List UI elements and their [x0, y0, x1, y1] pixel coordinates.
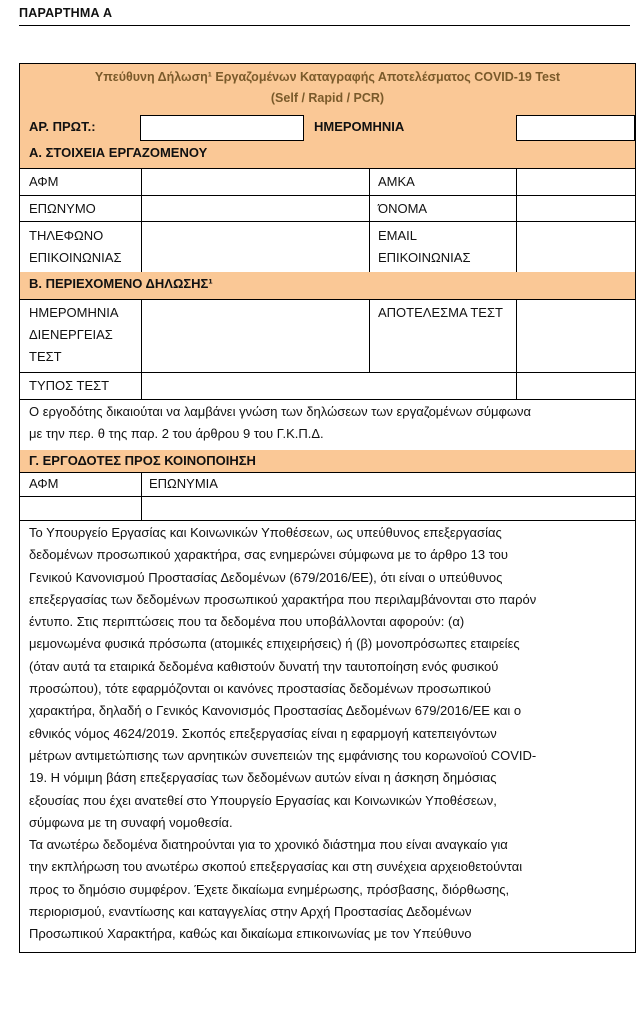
phone-label-line-2: ΕΠΙΚΟΙΝΩΝΙΑΣ	[29, 250, 122, 265]
afm-field[interactable]	[142, 169, 369, 195]
privacy-notice-line: Το Υπουργείο Εργασίας και Κοινωνικών Υποθέσεων, ως υπεύθυνος επεξεργασίας	[29, 525, 502, 540]
test-date-field[interactable]	[142, 300, 369, 372]
privacy-notice-line: μεμονωμένα φυσικά πρόσωπα (ατομικές επιχειρήσεις) ή (β) μονοπρόσωπες εταιρείες	[29, 636, 520, 652]
employer-note-line-2: με την περ. θ της παρ. 2 του άρθρου 9 του Γ.Κ.Π.Δ.	[29, 426, 324, 442]
privacy-notice-line: προσώπου), τότε εφαρμόζονται οι κανόνες προστασίας δεδομένων προσωπικού	[29, 681, 491, 697]
privacy-notice-line: (όταν αυτά τα εταιρικά δεδομένα καθιστούν δυνατή την ταυτοποίηση ενός φυσικού	[29, 658, 499, 674]
email-label-line-2: ΕΠΙΚΟΙΝΩΝΙΑΣ	[378, 250, 471, 265]
email-label-line-1: EMAIL	[378, 228, 418, 243]
test-result-label: ΑΠΟΤΕΛΕΣΜΑ ΤΕΣΤ	[378, 305, 503, 320]
email-label	[378, 225, 470, 269]
email-field[interactable]	[517, 222, 635, 272]
name-field[interactable]	[517, 196, 635, 221]
phone-field[interactable]	[142, 222, 369, 272]
section-a-header: Α. ΣΤΟΙΧΕΙΑ ΕΡΓΑΖΟΜΕΝΟΥ	[20, 141, 635, 168]
privacy-notice-line: επεξεργασίας των δεδομένων προσωπικού χαρακτήρα που περιλαμβάνονται στο παρόν	[29, 591, 537, 607]
privacy-notice-line: χαρακτήρα, δηλαδή ο Γενικός Κανονισμός Προστασίας Δεδομένων 679/2016/ΕΕ και ο	[29, 703, 522, 719]
test-date-label-line-1: ΗΜΕΡΟΜΗΝΙΑ	[29, 305, 119, 320]
phone-label	[29, 225, 121, 269]
employer-note	[29, 401, 627, 446]
declaration-form	[19, 63, 636, 953]
form-title	[20, 64, 635, 114]
afm-label: ΑΦΜ	[29, 174, 59, 189]
date-label: ΗΜΕΡΟΜΗΝΙΑ	[314, 119, 405, 134]
protocol-number-label: ΑΡ. ΠΡΩΤ.:	[29, 119, 96, 134]
name-label: ΌΝΟΜΑ	[378, 201, 428, 216]
amka-field[interactable]	[517, 169, 635, 195]
privacy-notice-line: Προσωπικού Χαρακτήρα, καθώς και δικαίωμα επικοινωνίας με τον Υπεύθυνο	[29, 926, 472, 942]
form-title-line-2: (Self / Rapid / PCR)	[270, 91, 385, 105]
date-field[interactable]	[516, 115, 635, 141]
privacy-notice-line: έντυπο. Στις περιπτώσεις που τα δεδομένα που υποβάλλονται αφορούν: (α)	[29, 614, 465, 630]
test-type-field[interactable]	[142, 373, 516, 399]
test-type-label: ΤΥΠΟΣ ΤΕΣΤ	[29, 378, 110, 393]
section-c-header: Γ. ΕΡΓΟΔΟΤΕΣ ΠΡΟΣ ΚΟΙΝΟΠΟΙΗΣΗ	[20, 450, 635, 472]
privacy-notice-line: εθνικός νόμος 4624/2019. Σκοπός επεξεργασίας είναι η εφαρμογή κατεπειγόντων	[29, 725, 497, 741]
privacy-notice-line: μέτρων αντιμετώπισης των αρνητικών συνεπειών της εμφάνισης του κορωνοϊού COVID-	[29, 747, 537, 763]
privacy-notice-line: σύμφωνα με τη συναφή νομοθεσία.	[29, 814, 233, 830]
privacy-notice-line: Τα ανωτέρω δεδομένα διατηρούνται για το χρονικό διάστημα που είναι αναγκαίο για	[29, 837, 508, 853]
header-rule	[19, 25, 630, 26]
privacy-notice	[29, 522, 627, 946]
section-b-header: Β. ΠΕΡΙΕΧΟΜΕΝΟ ΔΗΛΩΣΗΣ¹	[20, 272, 635, 299]
protocol-number-field[interactable]	[140, 115, 304, 141]
phone-label-line-1: ΤΗΛΕΦΩΝΟ	[29, 228, 104, 243]
privacy-notice-line: 19. Η νόμιμη βάση επεξεργασίας των δεδομένων αυτών είναι η άσκηση δημόσιας	[29, 770, 497, 786]
employer-afm-label: ΑΦΜ	[29, 476, 59, 491]
amka-label: ΑΜΚΑ	[378, 174, 415, 189]
test-result-field[interactable]	[517, 300, 635, 372]
page-header: ΠΑΡΑΡΤΗΜΑ Α	[19, 6, 113, 20]
test-date-label	[29, 302, 119, 368]
employer-afm-field[interactable]	[20, 497, 141, 520]
surname-label: ΕΠΩΝΥΜΟ	[29, 201, 96, 216]
privacy-notice-line: εξουσίας που έχει ανατεθεί στο Υπουργείο Εργασίας και Κοινωνικών Υποθέσεων,	[29, 792, 497, 808]
employer-name-label: ΕΠΩΝΥΜΙΑ	[149, 476, 218, 491]
privacy-notice-line: δεδομένων προσωπικού χαρακτήρα, σας ενημερώνει σύμφωνα με το άρθρο 13 του	[29, 547, 509, 563]
privacy-notice-line: περιορισμού, εναντίωσης και καταγγελίας στην Αρχή Προστασίας Δεδομένων	[29, 904, 472, 920]
form-title-line-1: Υπεύθυνη Δήλωση¹ Εργαζομένων Καταγραφής Αποτελέσματος COVID-19 Test	[94, 70, 561, 84]
employer-name-field[interactable]	[142, 497, 635, 520]
surname-field[interactable]	[142, 196, 369, 221]
test-date-label-line-2: ΔΙΕΝΕΡΓΕΙΑΣ	[29, 327, 113, 342]
privacy-notice-line: την εκπλήρωση του ανωτέρω σκοπού επεξεργασίας και στη συνέχεια αρχειοθετούνται	[29, 859, 523, 875]
privacy-notice-line: προς το δημόσιο συμφέρον. Έχετε δικαίωμα ενημέρωσης, πρόσβασης, διόρθωσης,	[29, 881, 510, 897]
privacy-notice-line: Γενικού Κανονισμού Προστασίας Δεδομένων (679/2016/ΕΕ), ότι είναι ο υπεύθυνος	[29, 569, 503, 585]
test-date-label-line-3: ΤΕΣΤ	[29, 349, 62, 364]
employer-note-line-1: Ο εργοδότης δικαιούται να λαμβάνει γνώση των δηλώσεων των εργαζομένων σύμφωνα	[29, 404, 532, 419]
